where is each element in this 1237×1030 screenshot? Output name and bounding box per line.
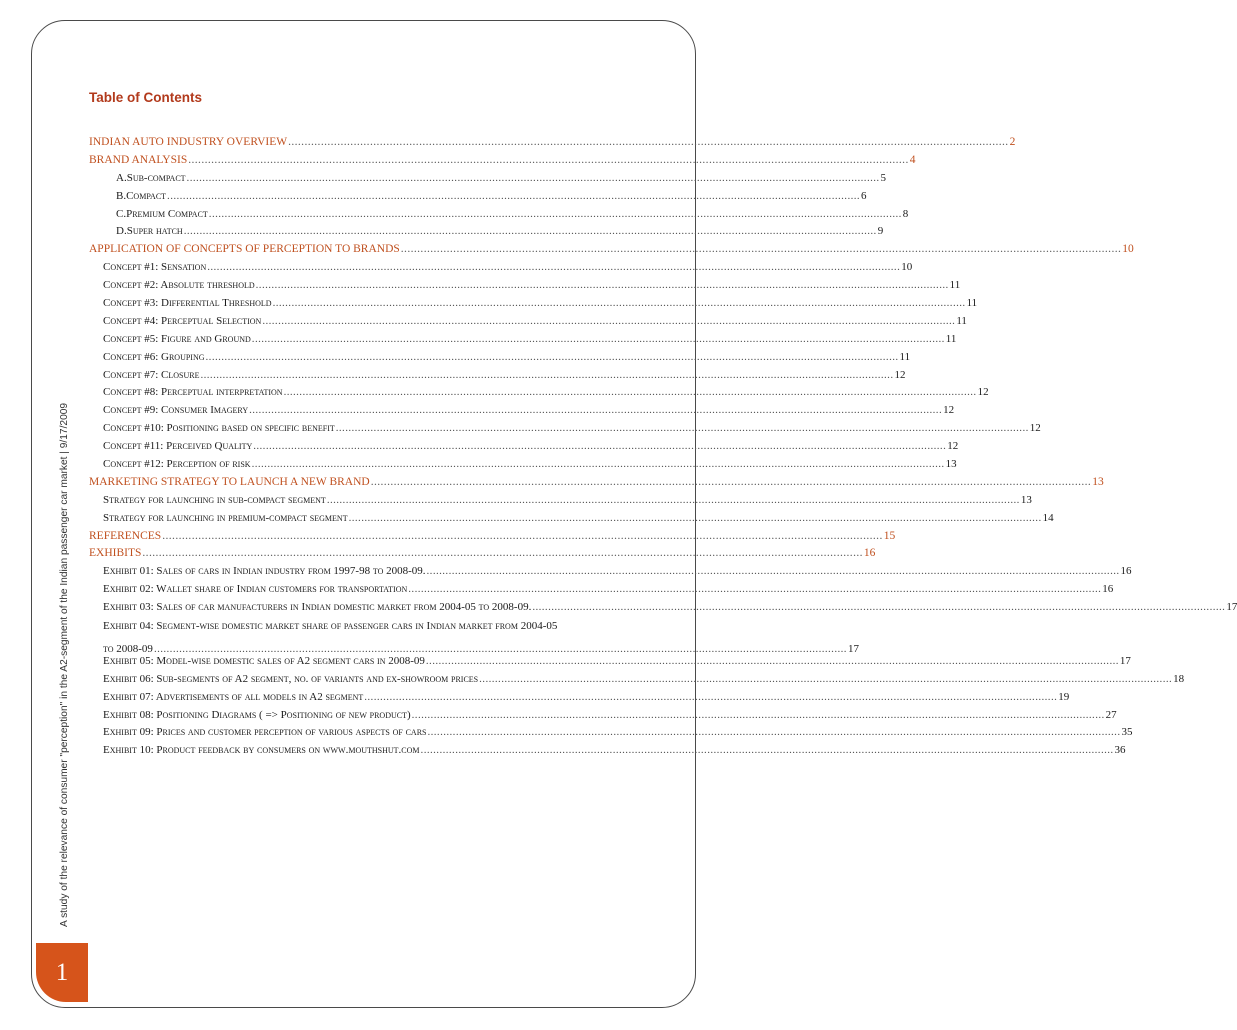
toc-entry[interactable] xyxy=(89,243,1134,261)
toc-entry-page: 11 xyxy=(966,297,978,310)
toc-leader-dots: ............................................................................................................................................................................................................................ xyxy=(370,475,1092,488)
toc-leader-dots: ............................................................................................................................................................................................................................ xyxy=(207,261,901,274)
toc-entry-text: Exhibit 04: Segment-wise domestic market share of passenger cars in Indian market from 2004-05 xyxy=(103,620,558,633)
toc-entry[interactable] xyxy=(89,475,1104,494)
toc-entry-page: 4 xyxy=(909,153,916,166)
toc-entry[interactable] xyxy=(89,565,1132,583)
toc-leader-dots: ............................................................................................................................................................................................................................ xyxy=(200,368,894,381)
toc-entry-text: Exhibit 09: Prices and customer perception of various aspects of cars xyxy=(103,726,427,739)
toc-entry-text: Concept #12: Perception of risk xyxy=(103,458,251,471)
toc-entry[interactable] xyxy=(89,404,955,422)
toc-entry-continuation xyxy=(103,642,859,655)
toc-entry-text: Concept #3: Differential Threshold xyxy=(103,297,272,310)
toc-entry-page: 13 xyxy=(945,458,957,471)
toc-entry-text: Concept #7: Closure xyxy=(103,368,200,381)
toc-entry[interactable] xyxy=(89,744,1126,762)
toc-entry-page: 14 xyxy=(1042,511,1054,524)
toc-entry-page: 16 xyxy=(863,547,876,560)
toc-entry-page: 17 xyxy=(1226,601,1237,614)
toc-entry[interactable] xyxy=(89,708,1117,727)
toc-entry-text: Exhibit 05: Model-wise domestic sales of A2 segment cars in 2008-09 xyxy=(103,654,425,667)
toc-entry[interactable] xyxy=(89,225,884,243)
toc-entry-page: 12 xyxy=(1029,422,1041,435)
toc-leader-dots: ............................................................................................................................................................................................................................ xyxy=(205,350,899,363)
toc-entry-text: Sub-compact xyxy=(126,171,186,184)
toc-entry-page: 36 xyxy=(1114,744,1126,757)
toc-entry-text: Exhibit 07: Advertisements of all models in A2 segment xyxy=(103,690,364,703)
toc-entry-text: APPLICATION OF CONCEPTS OF PERCEPTION TO BRANDS xyxy=(89,243,400,256)
toc-entry-text: MARKETING STRATEGY TO LAUNCH A NEW BRAND xyxy=(89,475,370,488)
toc-entry-text: Concept #11: Perceived Quality xyxy=(103,440,253,453)
toc-entry[interactable] xyxy=(89,350,911,369)
toc-leader-dots: ............................................................................................................................................................................................................................ xyxy=(408,583,1102,596)
toc-entry[interactable] xyxy=(89,261,913,279)
toc-leader-dots: ............................................................................................................................................................................................................................ xyxy=(272,297,966,310)
toc-leader-dots: ............................................................................................................................................................................................................................ xyxy=(183,225,877,238)
toc-entry-text: Concept #5: Figure and Ground xyxy=(103,332,251,345)
toc-entry-page: 9 xyxy=(877,225,884,238)
toc-entry-text: Strategy for launching in sub-compact segment xyxy=(103,493,326,506)
toc-leader-dots: ............................................................................................................................................................................................................................ xyxy=(251,458,945,471)
toc-entry-page: 27 xyxy=(1105,708,1117,721)
toc-entry-page: 12 xyxy=(977,386,989,399)
toc-entry-page: 6 xyxy=(861,189,867,202)
sidebar-document-title: A study of the relevance of consumer "perception" in the A2-segment of the Indian passenger car market | 9/17/2009 xyxy=(59,402,70,927)
toc-leader-dots: ............................................................................................................................................................................................................................ xyxy=(208,207,902,220)
toc-entry-text: Exhibit 08: Positioning Diagrams ( => Positioning of new product) xyxy=(103,708,411,721)
toc-entry[interactable] xyxy=(89,583,1114,601)
toc-entry[interactable] xyxy=(89,189,867,208)
page-number-badge: 1 xyxy=(36,943,88,1002)
toc-entry-text: Concept #2: Absolute threshold xyxy=(103,279,255,292)
toc-entry[interactable] xyxy=(89,314,967,333)
toc-entry-marker: A. xyxy=(116,171,127,184)
toc-entry-text: Concept #1: Sensation xyxy=(103,261,207,274)
table-of-contents xyxy=(89,136,1237,762)
toc-leader-dots: ............................................................................................................................................................................................................................ xyxy=(162,529,883,542)
toc-entry[interactable] xyxy=(89,279,961,297)
toc-entry[interactable] xyxy=(89,297,978,315)
toc-entry-text: Super hatch xyxy=(126,225,183,238)
toc-entry[interactable] xyxy=(89,654,1131,673)
toc-entry[interactable] xyxy=(89,601,1237,619)
toc-leader-dots: ............................................................................................................................................................................................................................ xyxy=(283,386,977,399)
toc-entry-text: Concept #6: Grouping xyxy=(103,350,205,363)
toc-leader-dots: ............................................................................................................................................................................................................................ xyxy=(167,189,861,202)
toc-entry-text: Concept #10: Positioning based on specific benefit xyxy=(103,422,335,435)
toc-leader-dots: ............................................................................................................................................................................................................................ xyxy=(188,153,909,166)
toc-entry-page: 2 xyxy=(1009,136,1016,148)
toc-leader-dots: ............................................................................................................................................................................................................................ xyxy=(427,726,1121,739)
toc-entry-page: 11 xyxy=(899,350,911,363)
toc-entry-text-continued: to 2008-09 xyxy=(103,642,153,655)
toc-entry[interactable] xyxy=(89,672,1185,691)
toc-entry-page: 12 xyxy=(894,368,906,381)
toc-entry-text: Concept #4: Perceptual Selection xyxy=(103,314,262,327)
toc-entry[interactable] xyxy=(89,332,957,351)
toc-entry-page: 18 xyxy=(1173,672,1185,685)
toc-leader-dots: ............................................................................................................................................................................................................................ xyxy=(364,690,1058,703)
toc-entry[interactable] xyxy=(89,547,876,565)
toc-entry-text: Concept #8: Perceptual interpretation xyxy=(103,386,283,399)
toc-entry-text: Exhibit 10: Product feedback by consumers on www.mouthshut.com xyxy=(103,744,420,757)
toc-leader-dots: ............................................................................................................................................................................................................................ xyxy=(326,493,1020,506)
toc-entry-page: 12 xyxy=(943,404,955,417)
toc-entry-page: 10 xyxy=(901,261,913,274)
toc-entry[interactable] xyxy=(89,422,1041,440)
toc-entry-page: 12 xyxy=(947,440,959,453)
toc-leader-dots: ............................................................................................................................................................................................................................ xyxy=(186,171,880,184)
toc-entry[interactable] xyxy=(89,458,957,476)
toc-entry[interactable] xyxy=(89,726,1133,744)
toc-entry[interactable] xyxy=(89,511,1054,530)
toc-entry[interactable] xyxy=(89,690,1070,709)
toc-leader-dots: ............................................................................................................................................................................................................................ xyxy=(153,642,847,655)
toc-entry-page: 11 xyxy=(949,279,961,292)
toc-entry-marker: B. xyxy=(116,189,127,202)
toc-entry[interactable] xyxy=(89,529,896,548)
toc-entry[interactable] xyxy=(89,171,887,190)
toc-leader-dots: ............................................................................................................................................................................................................................ xyxy=(288,136,1009,148)
toc-leader-dots: ............................................................................................................................................................................................................................ xyxy=(479,672,1173,685)
toc-entry-text: BRAND ANALYSIS xyxy=(89,153,188,166)
toc-entry[interactable] xyxy=(89,153,916,172)
toc-entry-page: 35 xyxy=(1121,726,1133,739)
toc-entry-page: 8 xyxy=(902,207,909,220)
toc-entry[interactable] xyxy=(89,136,1016,154)
toc-entry[interactable] xyxy=(89,207,909,226)
toc-entry-text: Strategy for launching in premium-compact segment xyxy=(103,511,348,524)
toc-entry-marker: C. xyxy=(116,207,127,220)
toc-leader-dots: ............................................................................................................................................................................................................................ xyxy=(425,654,1119,667)
toc-entry-page: 16 xyxy=(1120,565,1132,578)
toc-entry-text: REFERENCES xyxy=(89,529,162,542)
toc-entry-text: Exhibit 01: Sales of cars in Indian industry from 1997-98 to 2008-09. xyxy=(103,565,426,578)
toc-entry-text: Exhibit 03: Sales of car manufacturers in Indian domestic market from 2004-05 to 2008-09. xyxy=(103,601,532,614)
toc-entry-page: 5 xyxy=(880,171,887,184)
toc-entry-page: 19 xyxy=(1058,690,1070,703)
toc-title: Table of Contents xyxy=(89,90,202,105)
toc-entry-page: 17 xyxy=(847,642,859,655)
toc-entry-page: 10 xyxy=(1122,243,1134,256)
toc-leader-dots: ............................................................................................................................................................................................................................ xyxy=(262,314,956,327)
toc-entry[interactable] xyxy=(89,368,906,387)
toc-entry-text: Compact xyxy=(126,189,167,202)
toc-leader-dots: ............................................................................................................................................................................................................................ xyxy=(253,440,947,453)
toc-leader-dots: ............................................................................................................................................................................................................................ xyxy=(255,279,949,292)
toc-entry[interactable] xyxy=(89,386,989,404)
toc-leader-dots: ............................................................................................................................................................................................................................ xyxy=(249,404,943,417)
toc-entry-text: INDIAN AUTO INDUSTRY OVERVIEW xyxy=(89,136,288,148)
toc-leader-dots: ............................................................................................................................................................................................................................ xyxy=(335,422,1029,435)
toc-entry[interactable] xyxy=(89,493,1032,512)
toc-entry-text: Exhibit 02: Wallet share of Indian customers for transportation xyxy=(103,583,408,596)
toc-entry-page: 17 xyxy=(1119,654,1131,667)
toc-leader-dots: ............................................................................................................................................................................................................................ xyxy=(532,601,1226,614)
toc-entry[interactable] xyxy=(89,619,859,655)
toc-leader-dots: ............................................................................................................................................................................................................................ xyxy=(251,332,945,345)
toc-entry[interactable] xyxy=(89,440,959,458)
toc-leader-dots: ............................................................................................................................................................................................................................ xyxy=(142,547,863,560)
toc-entry-text: Exhibit 06: Sub-segments of A2 segment, no. of variants and ex-showroom prices xyxy=(103,672,479,685)
toc-entry-page: 11 xyxy=(956,314,967,327)
toc-leader-dots: ............................................................................................................................................................................................................................ xyxy=(411,708,1105,721)
toc-entry-page: 16 xyxy=(1102,583,1114,596)
toc-leader-dots: ............................................................................................................................................................................................................................ xyxy=(400,243,1122,256)
toc-leader-dots: ............................................................................................................................................................................................................................ xyxy=(426,565,1120,578)
toc-entry-text: EXHIBITS xyxy=(89,547,142,560)
toc-entry-marker: D. xyxy=(116,225,127,238)
toc-leader-dots: ............................................................................................................................................................................................................................ xyxy=(420,744,1114,757)
toc-entry-text: Concept #9: Consumer Imagery xyxy=(103,404,249,417)
toc-entry-text: Premium Compact xyxy=(126,207,208,220)
toc-entry-page: 13 xyxy=(1092,475,1104,488)
toc-entry-page: 15 xyxy=(883,529,896,542)
toc-leader-dots: ............................................................................................................................................................................................................................ xyxy=(348,511,1042,524)
toc-entry-page: 13 xyxy=(1020,493,1032,506)
toc-entry-page: 11 xyxy=(945,332,957,345)
